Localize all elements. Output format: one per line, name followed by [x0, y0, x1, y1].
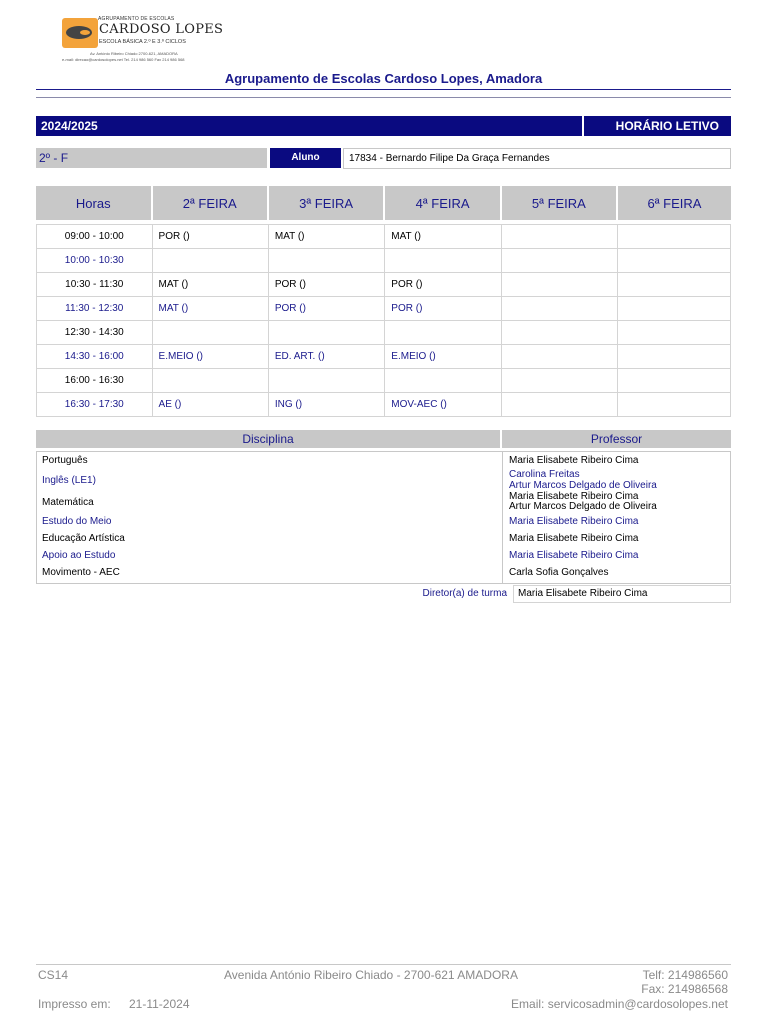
list-item	[37, 531, 730, 548]
table-row	[36, 249, 731, 273]
lesson-cell: AE ()	[153, 393, 269, 417]
logo-address: Av. António Ribeiro Chiado 2700-621, AMADORA	[90, 51, 178, 56]
time-slot: 12:30 - 14:30	[36, 321, 153, 345]
logo-top-text: AGRUPAMENTO DE ESCOLAS	[98, 16, 175, 22]
lesson-cell: E.MEIO ()	[153, 345, 269, 369]
logo-subtitle: ESCOLA BÁSICA 2.º E 3.º CICLOS	[99, 39, 186, 45]
lesson-cell	[618, 297, 731, 321]
schedule-table	[36, 186, 731, 417]
teacher-name: Carla Sofia Gonçalves	[509, 567, 609, 578]
list-item	[37, 566, 730, 583]
lesson-cell: ED. ART. ()	[269, 345, 385, 369]
discipline-list	[36, 451, 731, 584]
lesson-cell	[269, 321, 385, 345]
bird-logo-icon	[62, 18, 98, 48]
lesson-cell	[385, 249, 502, 273]
school-title: Agrupamento de Escolas Cardoso Lopes, Amadora	[224, 71, 543, 86]
table-row	[36, 321, 731, 345]
discipline-name: Educação Artística	[42, 533, 125, 544]
lesson-cell: MOV-AEC ()	[385, 393, 502, 417]
lesson-cell	[502, 369, 618, 393]
school-year: 2024/2025	[36, 116, 582, 136]
teacher-name: Artur Marcos Delgado de Oliveira	[509, 501, 657, 512]
table-row	[36, 369, 731, 393]
lesson-cell: MAT ()	[269, 224, 385, 249]
lesson-cell	[618, 249, 731, 273]
time-slot: 16:30 - 17:30	[36, 393, 153, 417]
lesson-cell	[153, 369, 269, 393]
column-header-tuesday: 3ª FEIRA	[269, 186, 385, 220]
student-name: 17834 - Bernardo Filipe Da Graça Fernandes	[343, 148, 731, 169]
document-type: HORÁRIO LETIVO	[584, 116, 731, 136]
table-row	[36, 273, 731, 297]
lesson-cell	[502, 321, 618, 345]
discipline-name: Inglês (LE1)	[42, 475, 96, 486]
discipline-name: Matemática	[42, 497, 94, 508]
class-director-label: Diretor(a) de turma	[422, 588, 507, 599]
lesson-cell: ING ()	[269, 393, 385, 417]
teacher-name: Carolina Freitas	[509, 469, 580, 480]
lesson-cell	[618, 273, 731, 297]
discipline-name: Apoio ao Estudo	[42, 550, 116, 561]
lesson-cell	[269, 249, 385, 273]
lesson-cell	[502, 224, 618, 249]
footer-email: Email: servicosadmin@cardosolopes.net	[511, 997, 728, 1011]
logo-contact: e-mail: direcao@cardosolopes.net Tel. 214 986 560 Fax 214 986 568	[62, 57, 185, 62]
footer-fax: Fax: 214986568	[641, 982, 728, 996]
discipline-column-header: Disciplina	[36, 430, 500, 448]
teacher-name: Maria Elisabete Ribeiro Cima	[509, 491, 639, 502]
lesson-cell	[618, 224, 731, 249]
column-header-friday: 6ª FEIRA	[618, 186, 731, 220]
lesson-cell	[269, 369, 385, 393]
teacher-name: Maria Elisabete Ribeiro Cima	[509, 533, 639, 544]
lesson-cell: MAT ()	[153, 297, 269, 321]
lesson-cell: POR ()	[385, 297, 502, 321]
time-slot: 11:30 - 12:30	[36, 297, 153, 321]
lesson-cell	[618, 393, 731, 417]
table-row	[36, 224, 731, 249]
time-slot: 10:30 - 11:30	[36, 273, 153, 297]
lesson-cell: POR ()	[269, 297, 385, 321]
discipline-name: Movimento - AEC	[42, 567, 120, 578]
printed-date: 21-11-2024	[129, 997, 190, 1011]
class-name: 2º - F	[36, 148, 267, 168]
lesson-cell	[618, 321, 731, 345]
column-header-hours: Horas	[36, 186, 153, 220]
discipline-name: Português	[42, 455, 88, 466]
printed-label: Impresso em:	[38, 997, 111, 1011]
lesson-cell: E.MEIO ()	[385, 345, 502, 369]
list-item	[37, 491, 730, 513]
lesson-cell	[618, 369, 731, 393]
table-row	[36, 345, 731, 369]
list-item	[37, 514, 730, 530]
time-slot: 09:00 - 10:00	[36, 224, 153, 249]
list-item	[37, 469, 730, 491]
school-logo	[62, 16, 224, 64]
list-item	[37, 454, 730, 468]
column-header-thursday: 5ª FEIRA	[502, 186, 618, 220]
column-header-wednesday: 4ª FEIRA	[385, 186, 502, 220]
lesson-cell	[153, 249, 269, 273]
lesson-cell: MAT ()	[153, 273, 269, 297]
footer-phone: Telf: 214986560	[642, 968, 728, 982]
lesson-cell	[502, 345, 618, 369]
lesson-cell	[385, 369, 502, 393]
lesson-cell: MAT ()	[385, 224, 502, 249]
table-row	[36, 393, 731, 417]
header-divider	[36, 89, 731, 90]
footer-address: Avenida António Ribeiro Chiado - 2700-621 AMADORA	[224, 968, 518, 982]
lesson-cell	[618, 345, 731, 369]
lesson-cell	[385, 321, 502, 345]
table-row	[36, 297, 731, 321]
teacher-name: Maria Elisabete Ribeiro Cima	[509, 455, 639, 466]
time-slot: 10:00 - 10:30	[36, 249, 153, 273]
lesson-cell	[153, 321, 269, 345]
time-slot: 14:30 - 16:00	[36, 345, 153, 369]
lesson-cell	[502, 393, 618, 417]
footer-divider	[36, 964, 731, 965]
discipline-name: Estudo do Meio	[42, 516, 112, 527]
teacher-name: Artur Marcos Delgado de Oliveira	[509, 480, 657, 491]
lesson-cell	[502, 273, 618, 297]
student-label: Aluno	[270, 148, 341, 168]
teacher-name: Maria Elisabete Ribeiro Cima	[509, 516, 639, 527]
header-divider-secondary	[36, 97, 731, 98]
teacher-column-header: Professor	[502, 430, 731, 448]
column-header-monday: 2ª FEIRA	[153, 186, 269, 220]
logo-school-name: CARDOSO LOPES	[99, 22, 224, 37]
teacher-name: Maria Elisabete Ribeiro Cima	[509, 550, 639, 561]
lesson-cell: POR ()	[385, 273, 502, 297]
list-item	[37, 549, 730, 566]
lesson-cell: POR ()	[269, 273, 385, 297]
time-slot: 16:00 - 16:30	[36, 369, 153, 393]
class-director-name: Maria Elisabete Ribeiro Cima	[513, 585, 731, 603]
lesson-cell: POR ()	[153, 224, 269, 249]
schedule-header-row	[36, 186, 731, 220]
footer-code: CS14	[38, 968, 69, 982]
lesson-cell	[502, 249, 618, 273]
lesson-cell	[502, 297, 618, 321]
